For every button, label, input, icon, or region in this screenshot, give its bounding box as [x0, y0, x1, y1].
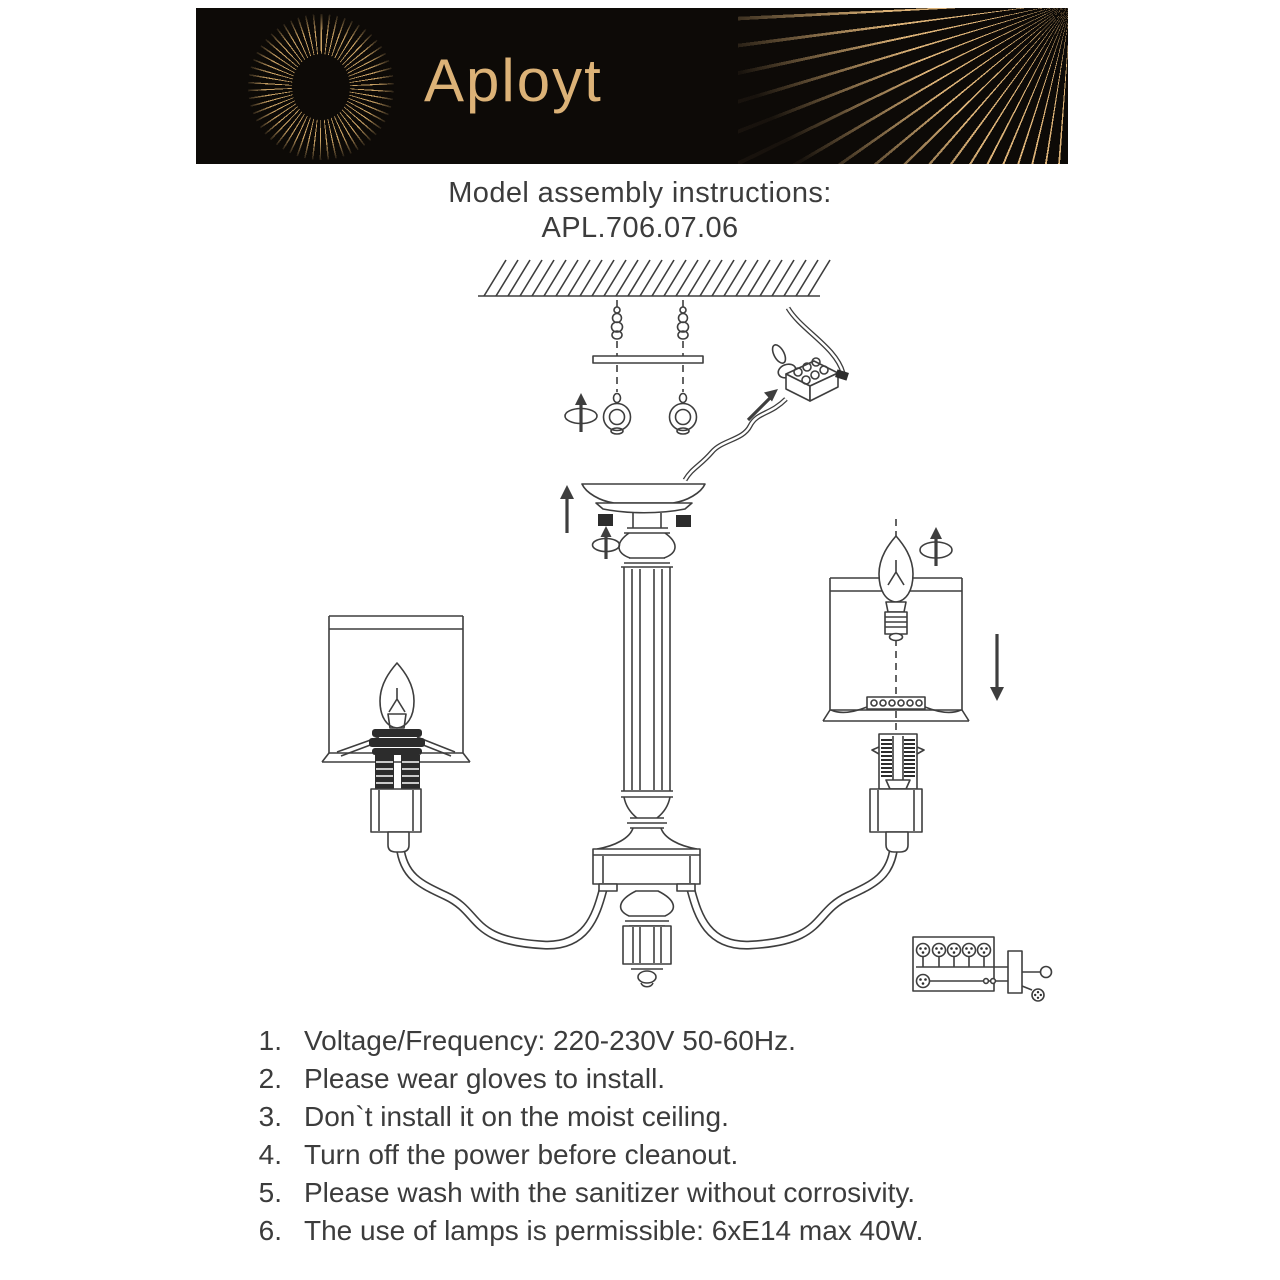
mounting-bar [593, 356, 703, 363]
instruction-number: 1. [258, 1025, 282, 1056]
ceiling-hatch-icon [478, 260, 830, 296]
instruction-text: The use of lamps is permissible: 6xE14 max 40W. [304, 1215, 924, 1246]
model-number: APL.706.07.06 [541, 212, 739, 244]
column-base [597, 791, 697, 849]
instruction-number: 2. [258, 1063, 282, 1094]
wiring-schematic [913, 937, 1052, 1001]
instruction-text: Voltage/Frequency: 220-230V 50-60Hz. [304, 1025, 796, 1056]
anchor-screw-right [670, 300, 697, 434]
arm-right [691, 846, 894, 945]
instruction-item [240, 1060, 1070, 1098]
socket-right [872, 734, 924, 789]
instruction-number: 3. [258, 1101, 282, 1132]
lift-arrow-icon [560, 485, 574, 533]
instruction-text: Please wear gloves to install. [304, 1063, 666, 1094]
anchor-screw-left [604, 300, 631, 434]
arm-left [400, 846, 603, 945]
canopy-screw-icon [676, 515, 691, 527]
page-title: Model assembly instructions: [448, 177, 832, 209]
lamp-left [322, 616, 470, 852]
brand-wordmark: Aployt [424, 47, 603, 114]
instruction-text: Don`t install it on the moist ceiling. [304, 1101, 729, 1132]
instruction-item [240, 1212, 1070, 1250]
drop-arrow-icon [990, 634, 1004, 701]
instruction-item [240, 1136, 1070, 1174]
bulb-left-icon [380, 663, 414, 728]
center-hub [593, 849, 700, 891]
instruction-item [240, 1174, 1070, 1212]
instruction-list [240, 1022, 1070, 1250]
center-column [621, 567, 673, 791]
rotate-icon [920, 527, 952, 566]
instruction-text: Turn off the power before cleanout. [304, 1139, 739, 1170]
bulb-right-icon [879, 536, 913, 641]
lamp-right-exploded [823, 519, 1004, 852]
bottom-finial [621, 891, 674, 987]
rotate-icon [593, 526, 620, 559]
socket-left [369, 729, 425, 789]
instruction-text: Please wash with the sanitizer without corrosivity. [304, 1177, 916, 1208]
instruction-item [240, 1098, 1070, 1136]
socket-cup-right [870, 789, 922, 852]
instruction-number: 6. [258, 1215, 282, 1246]
instruction-number: 5. [258, 1177, 282, 1208]
socket-cup-left [371, 789, 421, 852]
canopy-screw-icon [598, 514, 613, 526]
instruction-item [240, 1022, 1070, 1060]
rotate-icon [565, 393, 597, 432]
instruction-number: 4. [258, 1139, 282, 1170]
terminal-block [770, 343, 849, 401]
